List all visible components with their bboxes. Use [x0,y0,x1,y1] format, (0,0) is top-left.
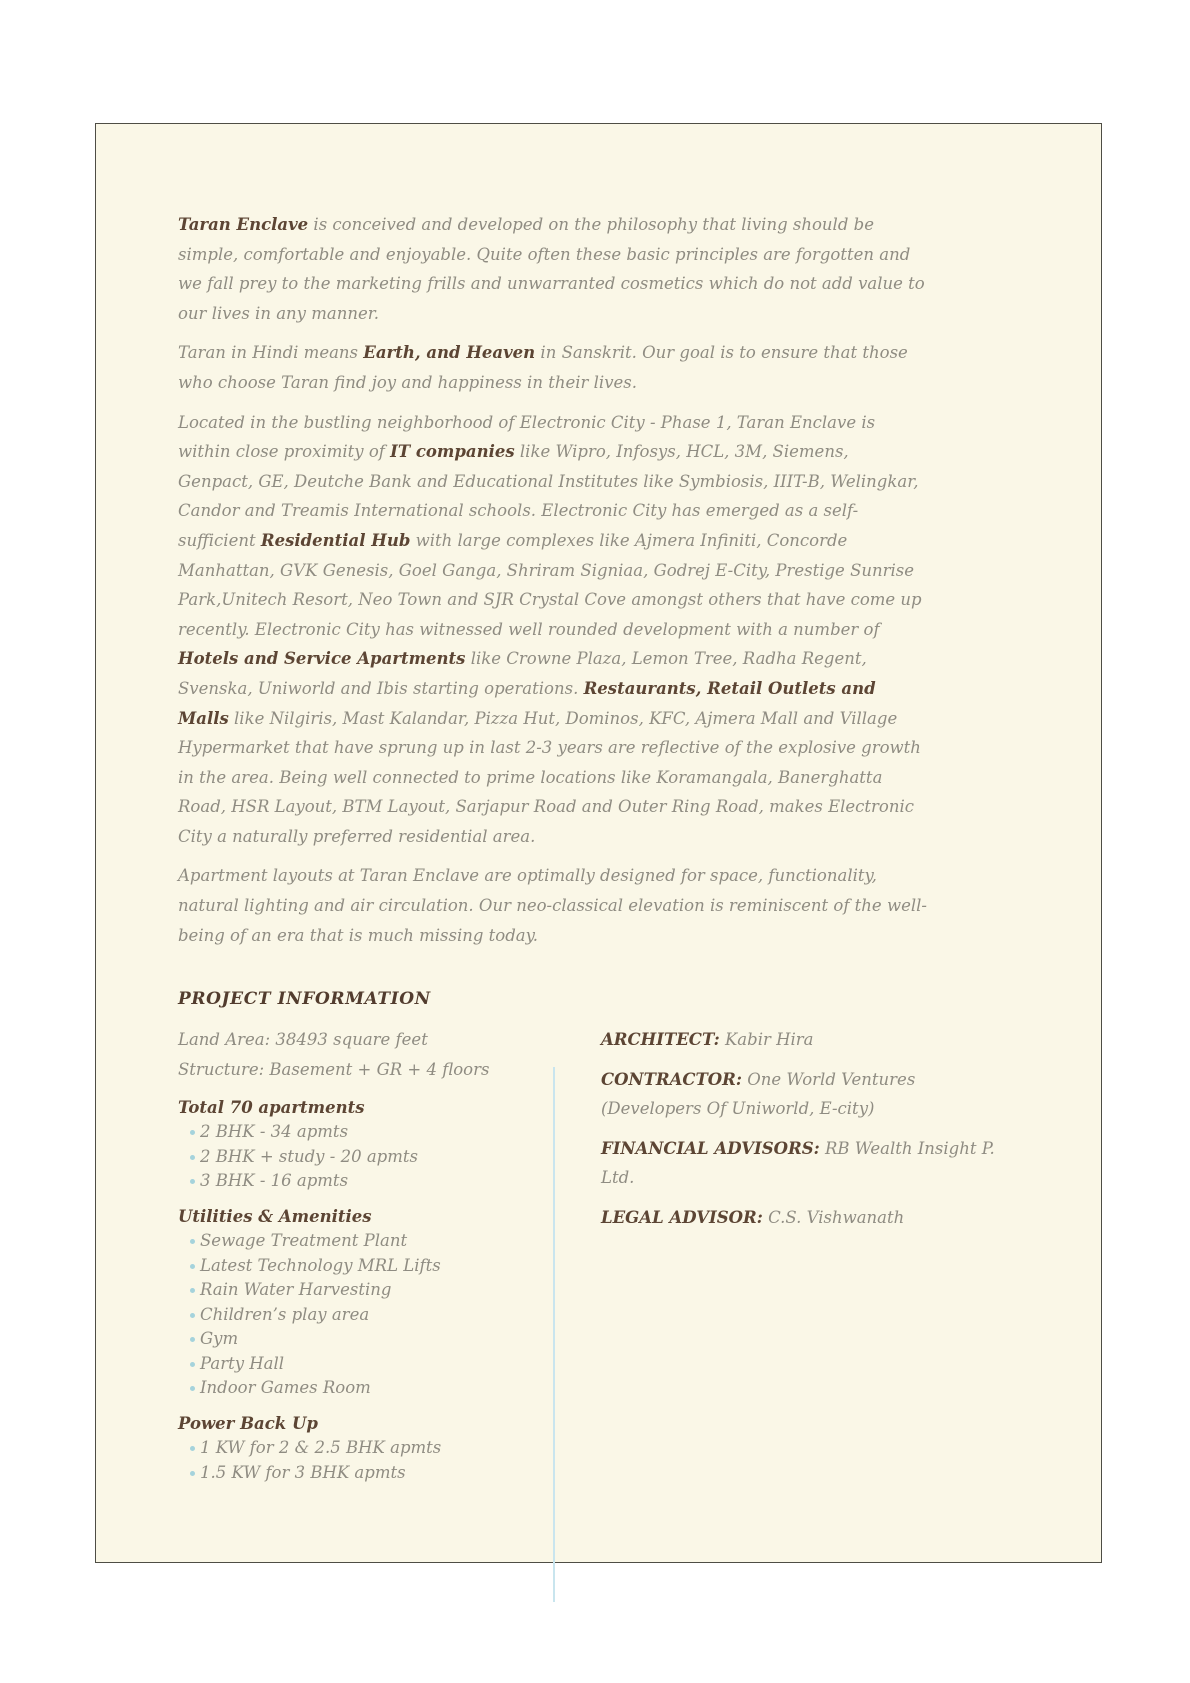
info-group [178,1411,553,1485]
emphasis-text: Earth, and Heaven [363,343,536,363]
list-item: Rain Water Harvesting [178,1278,553,1302]
list-item: Gym [178,1327,553,1351]
list-item: Latest Technology MRL Lifts [178,1254,553,1278]
body-text: Taran in Hindi means [178,343,364,363]
brochure-page [95,123,1102,1563]
emphasis-text: Restaurants, Retail Outlets and Malls [178,678,876,728]
contact-entry [601,1065,1003,1124]
group-title: Power Back Up [178,1414,318,1434]
intro-paragraph [178,861,928,950]
body-text: in Sanskrit. Our goal is to ensure that those who choose Taran find joy and happiness in their lives. [178,343,908,392]
body-text: like Wipro, Infosys, HCL, 3M, Siemens, Genpact, GE, Deutche Bank and Educational Institutes like Symbiosis, IIIT-B, Welingkar, Candor and Treamis International schools. Electronic City has emerged as a self-sufficient [178,442,919,550]
list-item: Indoor Games Room [178,1376,553,1400]
emphasis-text: Residential Hub [260,530,411,550]
entry-value: C.S. Vishwanath [762,1207,905,1227]
body-text: like Crowne Plaza, Lemon Tree, Radha Regent, Svenska, Uniworld and Ibis starting operations. [178,649,867,698]
body-text: with large complexes like Ajmera Infiniti, Concorde Manhattan, GVK Genesis, Goel Ganga, Shriram Signiaa, Godrej E-City, Prestige Sunrise Park,Unitech Resort, Neo Town and SJR Crystal Cove amongst others that have come up recently. Electronic City has witnessed well rounded development with a number of [178,530,922,639]
entry-label: FINANCIAL ADVISORS: [601,1138,820,1158]
group-title: Utilities & Amenities [178,1207,372,1227]
entry-value: Kabir Hira [719,1030,814,1050]
info-group [178,1095,553,1193]
contact-entry [601,1203,1003,1233]
list-item: 2 BHK - 34 apmts [178,1120,553,1144]
intro-paragraph [178,338,928,397]
project-info-right-column [601,1025,1003,1242]
group-list [178,1229,553,1400]
list-item: Party Hall [178,1352,553,1376]
list-item: Sewage Treatment Plant [178,1229,553,1253]
entry-note: (Developers Of Uniworld, E-city) [601,1099,875,1119]
list-item: 1 KW for 2 & 2.5 BHK apmts [178,1436,553,1460]
intro-paragraph [178,210,928,328]
info-line: Land Area: 38493 square feet [178,1030,428,1050]
contact-entry [601,1134,1003,1193]
contact-entry [601,1025,1003,1055]
body-text: Apartment layouts at Taran Enclave are optimally designed for space, functionality, natural lighting and air circulation. Our neo-classical elevation is reminiscent of the well-being of an era that is much missing today. [178,866,927,945]
column-divider-line [553,1067,555,1602]
intro-paragraph [178,408,928,852]
info-line: Structure: Basement + GR + 4 floors [178,1059,490,1079]
entry-label: LEGAL ADVISOR: [601,1207,763,1227]
entry-value: RB Wealth Insight P. Ltd. [601,1138,995,1188]
entry-label: ARCHITECT: [601,1030,720,1050]
intro-section [178,210,928,950]
body-text: is conceived and developed on the philosophy that living should be simple, comfortable and enjoyable. Quite often these basic principles are forgotten and we fall prey to the marketing frills and unwarranted cosmetics which do not add value to our lives in any manner. [178,215,925,323]
emphasis-text: IT companies [390,442,515,462]
list-item: 2 BHK + study - 20 apmts [178,1145,553,1169]
project-information-heading: PROJECT INFORMATION [178,989,431,1010]
list-item: Children’s play area [178,1303,553,1327]
entry-label: CONTRACTOR: [601,1069,742,1089]
list-item: 3 BHK - 16 apmts [178,1169,553,1193]
info-group [178,1204,553,1400]
emphasis-text: Hotels and Service Apartments [178,649,466,669]
body-text: Located in the bustling neighborhood of Electronic City - Phase 1, Taran Enclave is within close proximity of [178,412,876,462]
list-item: 1.5 KW for 3 BHK apmts [178,1461,553,1485]
emphasis-text: Taran Enclave [178,215,309,234]
project-info-left-column [178,1025,553,1485]
entry-value: One World Ventures [741,1069,916,1089]
body-text: like Nilgiris, Mast Kalandar, Pizza Hut, Dominos, KFC, Ajmera Mall and Village Hypermarket that have sprung up in last 2-3 years are reflective of the explosive growth in the area. Being well connected to prime locations like Koramangala, Banerghatta Road, HSR Layout, BTM Layout, Sarjapur Road and Outer Ring Road, makes Electronic City a naturally preferred residential area. [178,708,921,846]
group-list [178,1436,553,1485]
group-list [178,1120,553,1193]
group-title: Total 70 apartments [178,1098,365,1118]
project-information-columns [178,1025,1003,1602]
